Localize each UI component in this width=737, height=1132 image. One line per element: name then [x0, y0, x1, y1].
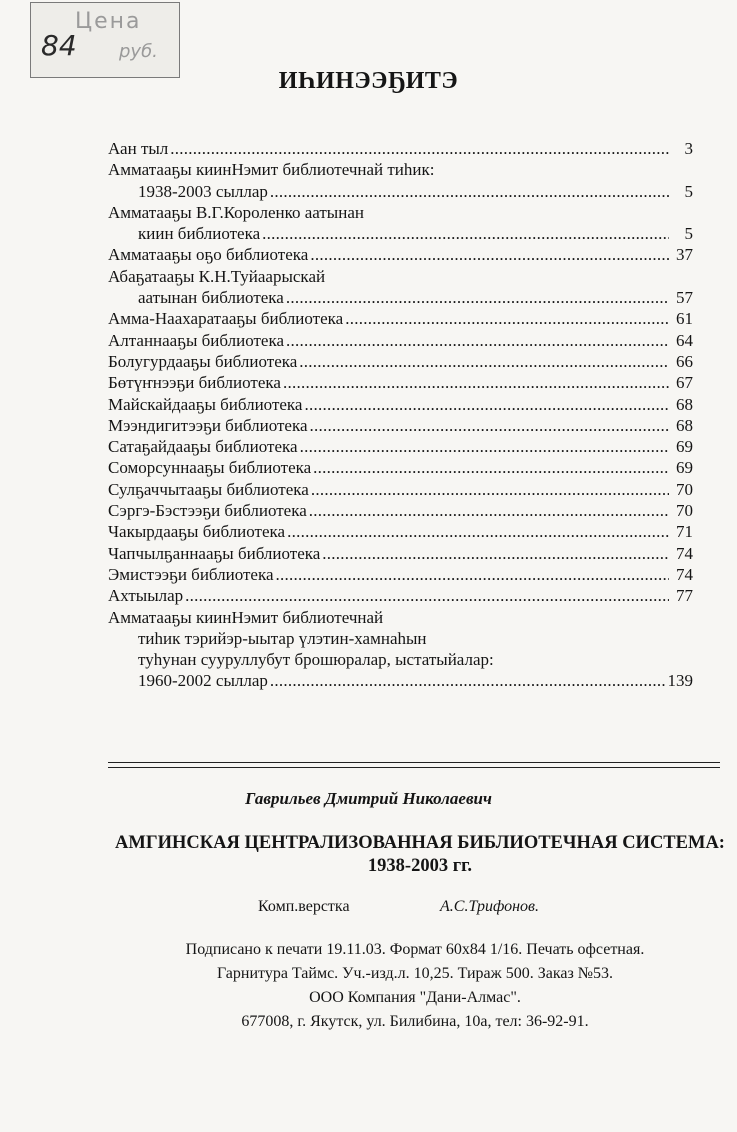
toc-line	[108, 287, 693, 308]
toc-page-number: 57	[676, 288, 693, 308]
toc-page-number: 68	[676, 415, 693, 435]
toc-entry-title: Эмистээҕи библиотека	[108, 564, 274, 584]
toc-page-number: 64	[676, 330, 693, 350]
toc-entry	[108, 607, 693, 692]
toc-entry-title: Амма-Наахаратааҕы библиотека	[108, 309, 344, 329]
toc-entry-title: Сатаҕайдааҕы библиотека	[108, 437, 298, 457]
toc-line	[108, 223, 693, 244]
toc-line	[108, 330, 693, 351]
dot-leader	[300, 436, 669, 457]
table-of-contents	[108, 138, 693, 692]
toc-entry-title: Мээндигитээҕи библиотека	[108, 415, 308, 435]
toc-page-number: 61	[676, 309, 693, 329]
toc-line	[108, 479, 693, 500]
toc-entry	[108, 564, 693, 585]
toc-entry	[108, 500, 693, 521]
dot-leader	[322, 543, 669, 564]
toc-page-number: 70	[676, 501, 693, 521]
page-title: ИҺИНЭЭҔИТЭ	[278, 68, 459, 94]
toc-page-number: 77	[676, 586, 693, 606]
toc-line	[108, 372, 693, 393]
toc-line	[108, 138, 693, 159]
toc-entry	[108, 159, 693, 202]
toc-entry	[108, 138, 693, 159]
toc-line	[108, 670, 693, 691]
toc-entry-title: Бөтүҥнээҕи библиотека	[108, 373, 281, 393]
stamp-currency: руб.	[119, 41, 158, 62]
toc-entry-title: Соморсуннааҕы библиотека	[108, 458, 312, 478]
toc-line	[108, 415, 693, 436]
stamp-price: 84	[41, 29, 77, 62]
toc-entry-title: Сулҕаччытааҕы библиотека	[108, 479, 309, 499]
dot-leader	[262, 223, 669, 244]
toc-entry-title: тиһик тэрийэр-ыытар үлэтин-хамнаһын	[138, 628, 427, 648]
toc-line	[108, 436, 693, 457]
dot-leader	[270, 670, 666, 691]
toc-entry-title: Сэргэ-Бэстээҕи библиотека	[108, 501, 307, 521]
toc-entry-title: Амматааҕы В.Г.Короленко аатынан	[108, 202, 364, 222]
toc-line	[108, 564, 693, 585]
toc-line	[108, 159, 693, 180]
toc-entry	[108, 415, 693, 436]
toc-line	[108, 351, 693, 372]
toc-entry	[108, 330, 693, 351]
toc-line	[108, 266, 693, 287]
credit-role: Комп.верстка	[258, 898, 350, 915]
toc-line	[108, 308, 693, 329]
toc-page-number: 5	[684, 181, 693, 201]
toc-entry-title: киин библиотека	[138, 224, 261, 244]
dot-leader	[270, 181, 669, 202]
toc-entry-title: аатынан библиотека	[138, 288, 284, 308]
dot-leader	[283, 372, 669, 393]
dot-leader	[310, 244, 669, 265]
dot-leader	[287, 521, 669, 542]
toc-page-number: 66	[676, 351, 693, 371]
toc-line	[108, 649, 693, 670]
toc-entry	[108, 479, 693, 500]
book-title-line: 1938-2003 гг.	[367, 856, 473, 876]
divider-bottom	[108, 767, 720, 768]
dot-leader	[310, 415, 669, 436]
toc-entry-title: туһунан сууруллубут брошюралар, ыстатыйалар:	[138, 650, 494, 670]
dot-leader	[286, 330, 669, 351]
toc-entry	[108, 351, 693, 372]
toc-entry-title: Аан тыл	[108, 139, 169, 158]
toc-entry	[108, 436, 693, 457]
toc-entry	[108, 394, 693, 415]
toc-page-number: 5	[684, 224, 693, 244]
toc-entry-title: 1938-2003 сыллар	[138, 181, 268, 201]
book-title	[80, 832, 737, 878]
toc-line	[108, 543, 693, 564]
toc-line	[108, 607, 693, 628]
toc-page-number: 69	[676, 437, 693, 457]
toc-page-number: 139	[667, 671, 693, 691]
imprint-line: Подписано к печати 19.11.03. Формат 60x84 1/16. Печать офсетная.	[185, 941, 645, 958]
dot-leader	[313, 457, 669, 478]
imprint-line: Гарнитура Таймс. Уч.-изд.л. 10,25. Тираж 500. Заказ №53.	[216, 965, 614, 982]
dot-leader	[276, 564, 669, 585]
toc-entry-title: Амматааҕы киинНэмит библиотечнай	[108, 607, 384, 627]
toc-line	[108, 457, 693, 478]
toc-entry-title: Амматааҕы оҕо библиотека	[108, 245, 309, 265]
toc-line	[108, 521, 693, 542]
imprint	[80, 938, 737, 1034]
dot-leader	[345, 308, 669, 329]
book-title-line: АМГИНСКАЯ ЦЕНТРАЛИЗОВАННАЯ БИБЛИОТЕЧНАЯ СИСТЕМА:	[115, 833, 725, 853]
dot-leader	[311, 479, 669, 500]
toc-line	[108, 628, 693, 649]
toc-entry	[108, 457, 693, 478]
toc-page-number: 70	[676, 479, 693, 499]
divider-top	[108, 762, 720, 763]
dot-leader	[299, 351, 669, 372]
toc-entry-title: Майскайдааҕы библиотека	[108, 394, 303, 414]
toc-line	[108, 244, 693, 265]
imprint-line: ООО Компания "Дани-Алмас".	[309, 989, 521, 1006]
dot-leader	[309, 500, 669, 521]
toc-page-number: 37	[676, 245, 693, 265]
toc-entry	[108, 266, 693, 309]
toc-entry	[108, 202, 693, 245]
toc-page-number: 71	[676, 522, 693, 542]
toc-page-number: 67	[676, 373, 693, 393]
toc-entry	[108, 244, 693, 265]
price-stamp	[30, 2, 180, 78]
toc-entry-title: Алтаннааҕы библиотека	[108, 330, 285, 350]
toc-page-number: 74	[676, 543, 693, 563]
toc-line	[108, 585, 693, 606]
toc-line	[108, 394, 693, 415]
dot-leader	[185, 585, 669, 606]
toc-entry-title: Чапчылҕаннааҕы библиотека	[108, 543, 321, 563]
dot-leader	[170, 138, 669, 159]
toc-entry	[108, 372, 693, 393]
toc-page-number: 69	[676, 458, 693, 478]
toc-line	[108, 500, 693, 521]
toc-entry	[108, 585, 693, 606]
toc-entry	[108, 308, 693, 329]
toc-entry-title: Чакырдааҕы библиотека	[108, 522, 286, 542]
dot-leader	[286, 287, 669, 308]
toc-entry-title: Болугурдааҕы библиотека	[108, 351, 298, 371]
toc-entry-title: 1960-2002 сыллар	[138, 671, 268, 691]
toc-page-number: 74	[676, 564, 693, 584]
toc-line	[108, 202, 693, 223]
credit-name: А.С.Трифонов.	[440, 898, 539, 915]
stamp-label: Цена	[75, 9, 142, 34]
toc-entry-title: Ахтыылар	[108, 586, 184, 606]
toc-page-number: 3	[684, 139, 693, 158]
dot-leader	[304, 394, 669, 415]
toc-entry-title: Абаҕатааҕы К.Н.Туйаарыскай	[108, 266, 326, 286]
author-name: Гаврильев Дмитрий Николаевич	[245, 789, 492, 808]
toc-line	[108, 181, 693, 202]
toc-entry-title: Амматааҕы киинНэмит библиотечнай тиһик:	[108, 160, 435, 180]
imprint-line: 677008, г. Якутск, ул. Билибина, 10а, тел: 36-92-91.	[241, 1013, 589, 1030]
toc-entry	[108, 521, 693, 542]
toc-page-number: 68	[676, 394, 693, 414]
toc-entry	[108, 543, 693, 564]
